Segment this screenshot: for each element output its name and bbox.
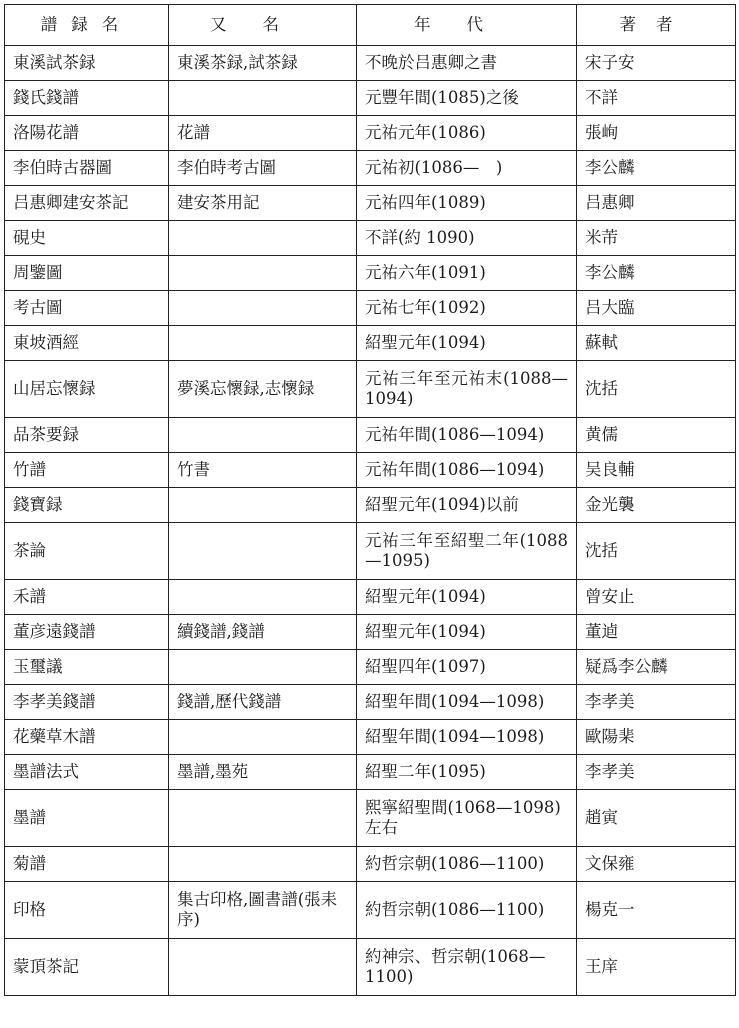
cell-era: 紹聖年間(1094—1098) xyxy=(357,720,577,755)
cell-catalog-name: 墨譜法式 xyxy=(5,755,169,790)
table-row xyxy=(5,720,736,755)
cell-alias: 墨譜,墨苑 xyxy=(169,755,357,790)
cell-author: 米芾 xyxy=(577,221,736,256)
cell-era: 元祐元年(1086) xyxy=(357,116,577,151)
table-row xyxy=(5,650,736,685)
cell-era: 紹聖二年(1095) xyxy=(357,755,577,790)
cell-catalog-name: 硯史 xyxy=(5,221,169,256)
table-row xyxy=(5,939,736,996)
cell-alias xyxy=(169,790,357,847)
cell-alias xyxy=(169,221,357,256)
table-row xyxy=(5,186,736,221)
cell-alias: 東溪茶録,試茶録 xyxy=(169,46,357,81)
cell-alias xyxy=(169,81,357,116)
cell-catalog-name: 錢氏錢譜 xyxy=(5,81,169,116)
cell-alias xyxy=(169,939,357,996)
cell-alias: 集古印格,圖書譜(張耒序) xyxy=(169,882,357,939)
cell-alias: 建安茶用記 xyxy=(169,186,357,221)
table-row xyxy=(5,882,736,939)
cell-author: 黄儒 xyxy=(577,418,736,453)
cell-alias: 錢譜,歷代錢譜 xyxy=(169,685,357,720)
cell-author: 吴良輔 xyxy=(577,453,736,488)
cell-era: 約哲宗朝(1086—1100) xyxy=(357,882,577,939)
cell-catalog-name: 洛陽花譜 xyxy=(5,116,169,151)
table-row xyxy=(5,221,736,256)
cell-era: 約哲宗朝(1086—1100) xyxy=(357,847,577,882)
cell-alias xyxy=(169,650,357,685)
cell-alias xyxy=(169,488,357,523)
cell-era: 約神宗、哲宗朝(1068—1100) xyxy=(357,939,577,996)
cell-era: 元祐初(1086— ) xyxy=(357,151,577,186)
cell-alias xyxy=(169,291,357,326)
cell-alias xyxy=(169,720,357,755)
cell-author: 宋子安 xyxy=(577,46,736,81)
cell-author: 歐陽棐 xyxy=(577,720,736,755)
cell-era: 元豐年間(1085)之後 xyxy=(357,81,577,116)
cell-era: 紹聖元年(1094)以前 xyxy=(357,488,577,523)
cell-catalog-name: 印格 xyxy=(5,882,169,939)
cell-era: 元祐三年至紹聖二年(1088—1095) xyxy=(357,523,577,580)
cell-era: 紹聖年間(1094—1098) xyxy=(357,685,577,720)
table-body xyxy=(5,46,736,996)
cell-catalog-name: 山居忘懷録 xyxy=(5,361,169,418)
cell-alias xyxy=(169,326,357,361)
cell-alias xyxy=(169,418,357,453)
cell-author: 王庠 xyxy=(577,939,736,996)
cell-catalog-name: 錢寶録 xyxy=(5,488,169,523)
table-row xyxy=(5,418,736,453)
header-era: 年代 xyxy=(357,5,577,46)
cell-era: 元祐年間(1086—1094) xyxy=(357,453,577,488)
cell-catalog-name: 禾譜 xyxy=(5,580,169,615)
cell-era: 紹聖元年(1094) xyxy=(357,580,577,615)
cell-author: 李公麟 xyxy=(577,151,736,186)
cell-author: 董逌 xyxy=(577,615,736,650)
cell-era: 元祐四年(1089) xyxy=(357,186,577,221)
table-row xyxy=(5,488,736,523)
cell-catalog-name: 花藥草木譜 xyxy=(5,720,169,755)
cell-author: 李孝美 xyxy=(577,685,736,720)
cell-catalog-name: 吕惠卿建安茶記 xyxy=(5,186,169,221)
cell-catalog-name: 蒙頂茶記 xyxy=(5,939,169,996)
cell-alias: 續錢譜,錢譜 xyxy=(169,615,357,650)
cell-author: 不詳 xyxy=(577,81,736,116)
cell-catalog-name: 茶論 xyxy=(5,523,169,580)
header-catalog-name: 譜録名 xyxy=(5,5,169,46)
cell-author: 楊克一 xyxy=(577,882,736,939)
cell-era: 紹聖四年(1097) xyxy=(357,650,577,685)
cell-catalog-name: 周鑒圖 xyxy=(5,256,169,291)
table-row xyxy=(5,326,736,361)
cell-alias: 花譜 xyxy=(169,116,357,151)
header-row xyxy=(5,5,736,46)
cell-author: 蘇軾 xyxy=(577,326,736,361)
cell-catalog-name: 李孝美錢譜 xyxy=(5,685,169,720)
cell-author: 金光襲 xyxy=(577,488,736,523)
cell-era: 不詳(約 1090) xyxy=(357,221,577,256)
cell-era: 元祐六年(1091) xyxy=(357,256,577,291)
cell-author: 吕惠卿 xyxy=(577,186,736,221)
cell-catalog-name: 李伯時古器圖 xyxy=(5,151,169,186)
cell-era: 元祐年間(1086—1094) xyxy=(357,418,577,453)
table-row xyxy=(5,46,736,81)
cell-catalog-name: 墨譜 xyxy=(5,790,169,847)
table-row xyxy=(5,151,736,186)
cell-alias xyxy=(169,256,357,291)
cell-era: 不晚於吕惠卿之書 xyxy=(357,46,577,81)
table-row xyxy=(5,453,736,488)
cell-catalog-name: 玉璽議 xyxy=(5,650,169,685)
cell-era: 紹聖元年(1094) xyxy=(357,326,577,361)
cell-alias: 夢溪忘懷録,志懷録 xyxy=(169,361,357,418)
cell-author: 吕大臨 xyxy=(577,291,736,326)
table-row xyxy=(5,256,736,291)
cell-alias: 竹書 xyxy=(169,453,357,488)
table-row xyxy=(5,615,736,650)
table-row xyxy=(5,685,736,720)
cell-catalog-name: 考古圖 xyxy=(5,291,169,326)
cell-catalog-name: 竹譜 xyxy=(5,453,169,488)
table-row xyxy=(5,361,736,418)
cell-catalog-name: 品茶要録 xyxy=(5,418,169,453)
cell-alias: 李伯時考古圖 xyxy=(169,151,357,186)
cell-alias xyxy=(169,523,357,580)
cell-author: 曾安止 xyxy=(577,580,736,615)
cell-author: 李公麟 xyxy=(577,256,736,291)
header-author: 著者 xyxy=(577,5,736,46)
cell-era: 元祐三年至元祐末(1088—1094) xyxy=(357,361,577,418)
cell-author: 趙寅 xyxy=(577,790,736,847)
cell-catalog-name: 董彦遠錢譜 xyxy=(5,615,169,650)
cell-era: 紹聖元年(1094) xyxy=(357,615,577,650)
table-row xyxy=(5,81,736,116)
table-row xyxy=(5,847,736,882)
table-row xyxy=(5,790,736,847)
cell-alias xyxy=(169,580,357,615)
table-row xyxy=(5,580,736,615)
cell-author: 張峋 xyxy=(577,116,736,151)
cell-alias xyxy=(169,847,357,882)
cell-author: 沈括 xyxy=(577,523,736,580)
cell-catalog-name: 東溪試茶録 xyxy=(5,46,169,81)
header-alias: 又名 xyxy=(169,5,357,46)
table-row xyxy=(5,523,736,580)
cell-author: 疑爲李公麟 xyxy=(577,650,736,685)
table-row xyxy=(5,116,736,151)
cell-era: 元祐七年(1092) xyxy=(357,291,577,326)
cell-author: 沈括 xyxy=(577,361,736,418)
catalog-table xyxy=(4,4,736,996)
cell-author: 李孝美 xyxy=(577,755,736,790)
table-row xyxy=(5,291,736,326)
table-row xyxy=(5,755,736,790)
cell-author: 文保雍 xyxy=(577,847,736,882)
cell-era: 熙寧紹聖間(1068—1098)左右 xyxy=(357,790,577,847)
cell-catalog-name: 東坡酒經 xyxy=(5,326,169,361)
cell-catalog-name: 菊譜 xyxy=(5,847,169,882)
